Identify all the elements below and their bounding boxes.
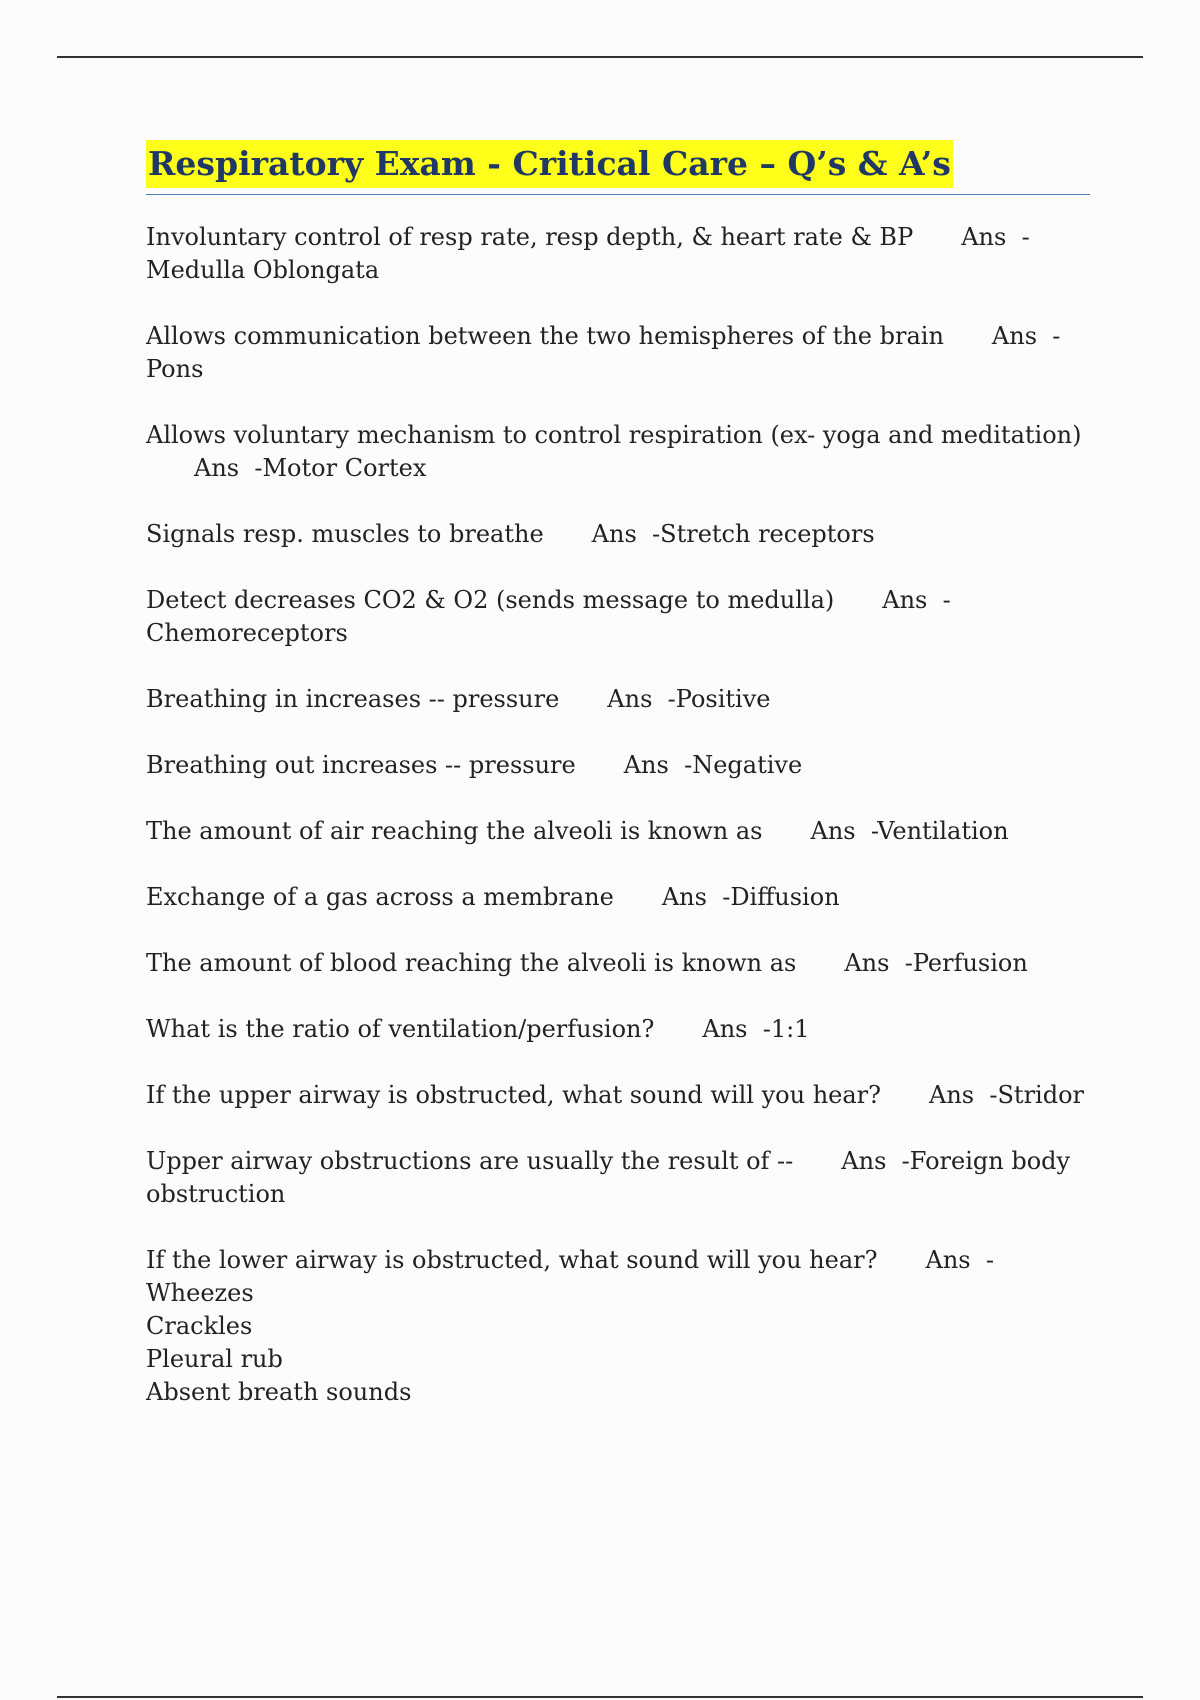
header-rule: [57, 56, 1143, 58]
qa-list: [146, 221, 1090, 1409]
answer-label: Ans -: [607, 685, 676, 713]
question-text: The amount of blood reaching the alveoli is known as: [146, 949, 797, 977]
title-block: [146, 140, 1090, 195]
qa-item: [146, 749, 1090, 782]
qa-item: [146, 584, 1090, 650]
answer-text: Medulla Oblongata: [146, 256, 380, 284]
question-text: Signals resp. muscles to breathe: [146, 520, 544, 548]
answer-label: Ans -: [810, 817, 878, 845]
question-text: Breathing in increases -- pressure: [146, 685, 560, 713]
answer-extra-line: Crackles: [146, 1312, 253, 1340]
question-text: Involuntary control of resp rate, resp depth, & heart rate & BP: [146, 223, 914, 251]
question-text: If the lower airway is obstructed, what sound will you hear?: [146, 1246, 878, 1274]
question-text: The amount of air reaching the alveoli is known as: [146, 817, 763, 845]
document-content: [146, 140, 1090, 1442]
question-text: Allows voluntary mechanism to control respiration (ex- yoga and meditation): [146, 421, 1082, 449]
answer-extra-line: Pleural rub: [146, 1345, 283, 1373]
answer-text: Stridor: [997, 1081, 1085, 1109]
qa-item: [146, 419, 1090, 485]
answer-text: Wheezes: [146, 1279, 254, 1307]
answer-text: Foreign body obstruction: [146, 1147, 1071, 1208]
answer-label: Ans -: [194, 454, 263, 482]
question-text: Upper airway obstructions are usually the result of --: [146, 1147, 794, 1175]
answer-label: Ans -: [844, 949, 913, 977]
answer-text: Positive: [675, 685, 771, 713]
qa-item: [146, 1244, 1090, 1409]
qa-item: [146, 881, 1090, 914]
answer-text: Ventilation: [877, 817, 1009, 845]
answer-label: Ans -: [841, 1147, 910, 1175]
answer-label: Ans -: [991, 322, 1061, 350]
answer-text: Motor Cortex: [262, 454, 427, 482]
answer-label: Ans -: [623, 751, 693, 779]
question-text: If the upper airway is obstructed, what sound will you hear?: [146, 1081, 881, 1109]
qa-item: [146, 683, 1090, 716]
question-text: Allows communication between the two hemispheres of the brain: [146, 322, 944, 350]
answer-text: Diffusion: [730, 883, 840, 911]
document-title: Respiratory Exam - Critical Care – Q’s & A’s: [146, 140, 953, 188]
answer-label: Ans -: [661, 883, 731, 911]
answer-text: Pons: [146, 355, 204, 383]
qa-item: [146, 518, 1090, 551]
answer-label: Ans -: [929, 1081, 998, 1109]
answer-text: 1:1: [770, 1015, 810, 1043]
footer-rule: [57, 1696, 1143, 1698]
qa-item: [146, 221, 1090, 287]
question-text: What is the ratio of ventilation/perfusion?: [146, 1015, 655, 1043]
answer-text: Perfusion: [912, 949, 1028, 977]
question-text: Detect decreases CO2 & O2 (sends message to medulla): [146, 586, 835, 614]
question-text: Breathing out increases -- pressure: [146, 751, 576, 779]
qa-item: [146, 1079, 1090, 1112]
qa-item: [146, 947, 1090, 980]
answer-label: Ans -: [702, 1015, 771, 1043]
qa-item: [146, 1013, 1090, 1046]
answer-text: Stretch receptors: [660, 520, 875, 548]
answer-text: Negative: [692, 751, 803, 779]
answer-label: Ans -: [882, 586, 951, 614]
qa-item: [146, 815, 1090, 848]
answer-label: Ans -: [925, 1246, 993, 1274]
qa-item: [146, 320, 1090, 386]
answer-label: Ans -: [591, 520, 661, 548]
question-text: Exchange of a gas across a membrane: [146, 883, 614, 911]
answer-extra-line: Absent breath sounds: [146, 1378, 412, 1406]
answer-text: Chemoreceptors: [146, 619, 348, 647]
qa-item: [146, 1145, 1090, 1211]
answer-label: Ans -: [961, 223, 1030, 251]
